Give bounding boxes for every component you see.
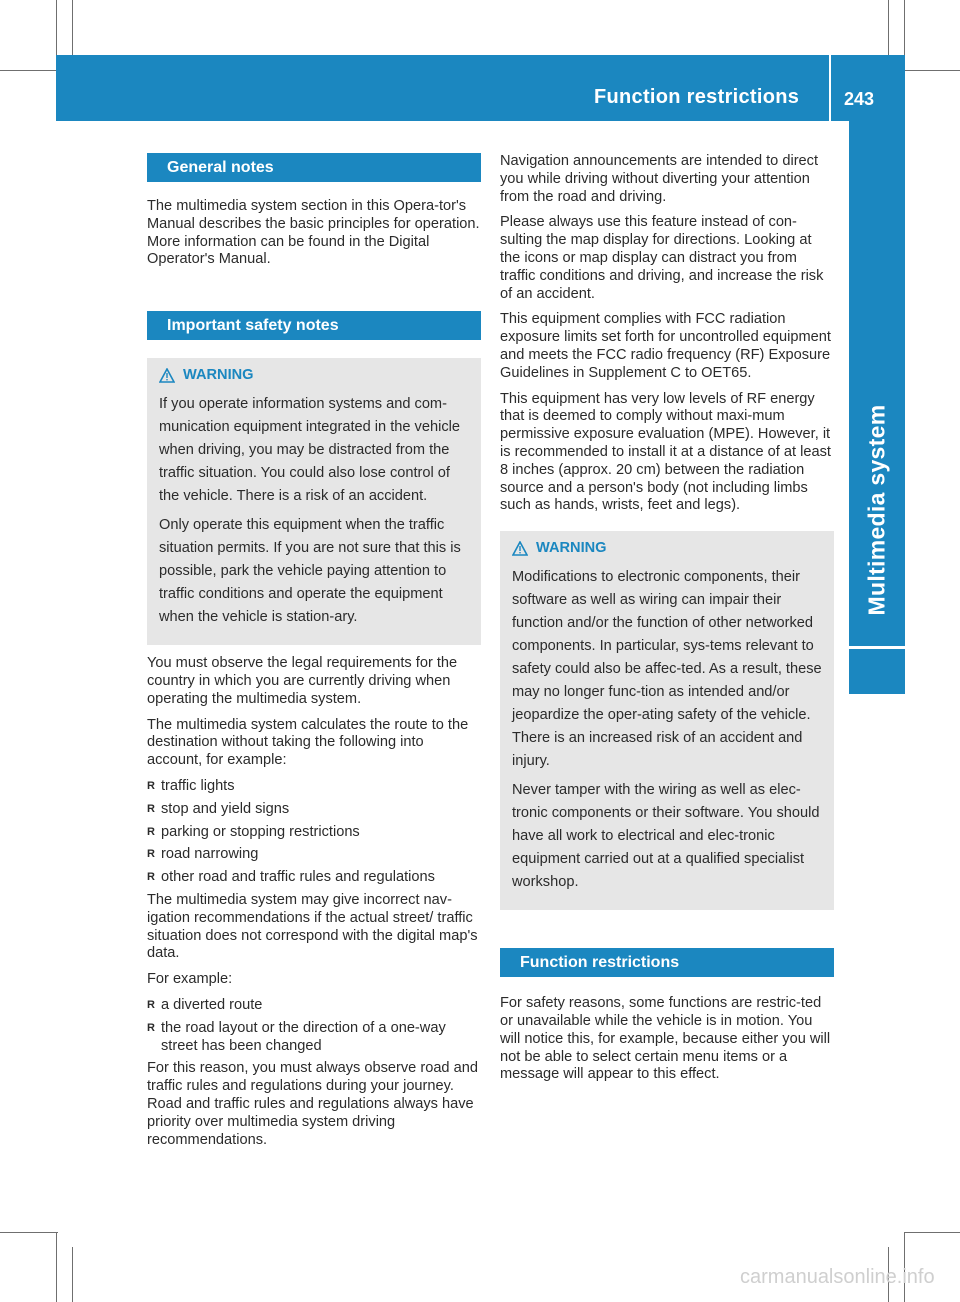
- list-item: R road narrowing: [147, 846, 481, 864]
- list-item: R parking or stopping restrictions: [147, 824, 481, 842]
- section-heading-function-restrictions: Function restrictions: [500, 948, 834, 977]
- body-paragraph: You must observe the legal requirements for the country in which you are currently driving when operating the multimedia system.: [147, 655, 458, 707]
- body-paragraph: This equipment complies with FCC radiation exposure limits set forth for uncontrolled equipment and meets the FCC radio frequency (RF) Exposure Guidelines in Supplement C to OET65.: [500, 311, 831, 381]
- warning-title: [512, 537, 822, 560]
- warning-text: If you operate information systems and com-munication equipment integrated in the vehicle when driving, you may be distracted from the traffic situation. You could also lose control of the vehicle. There is a risk of an accident.: [159, 396, 460, 505]
- body-paragraph: Please always use this feature instead of con-sulting the map display for directions. Looking at the icons or map display can distract you from traffic conditions and driving, and increase the risk of an accident.: [500, 214, 824, 302]
- crop-mark: [904, 0, 905, 56]
- crop-mark: [56, 0, 57, 56]
- crop-mark: [888, 0, 889, 56]
- warning-triangle-icon: [512, 541, 528, 556]
- warning-title-text: WARNING: [536, 540, 607, 557]
- body-paragraph: This equipment has very low levels of RF energy that is deemed to comply without maxi-mum permissive exposure evaluation (MPE). However, it is recommended to install it at a distance of at least 8 inches (approx. 20 cm) between the radiation source and a person's body (not including limbs such as hands, wrists, feet and legs).: [500, 390, 831, 514]
- crop-mark: [0, 70, 58, 71]
- crop-mark: [905, 70, 960, 71]
- warning-text: Never tamper with the wiring as well as elec-tronic components or their software. You should have all work to electrical and elec-tronic equipment carried out at a qualified specialist workshop.: [512, 782, 820, 891]
- function-restrictions-text: For safety reasons, some functions are restric-ted or unavailable while the vehicle is in motion. You will notice this, for example, because either you will not be able to select certain menu items or a message will appear to this effect.: [500, 995, 831, 1083]
- left-column: [147, 153, 481, 1157]
- header-separator: [829, 55, 831, 121]
- watermark: carmanualsonline.info: [740, 1266, 935, 1288]
- side-tab-marker: [849, 649, 905, 694]
- bullet-list: [147, 997, 481, 1055]
- crop-mark: [56, 1232, 57, 1302]
- warning-text: Modifications to electronic components, their software as well as wiring can impair their function and/or the function of other networked components. In particular, sys-tems relevant to safety could also be affec-ted. As a result, these may no longer func-tion as intended and/or jeopardize the oper-ating safety of the vehicle. There is an increased risk of an accident and injury.: [512, 569, 822, 770]
- crop-mark: [0, 1232, 58, 1233]
- crop-mark: [905, 1232, 960, 1233]
- list-item: R other road and traffic rules and regulations: [147, 869, 481, 887]
- running-header-title: Function restrictions: [594, 86, 800, 108]
- warning-box: [147, 358, 481, 645]
- body-paragraph: The multimedia system may give incorrect nav-igation recommendations if the actual street/ traffic situation does not correspond with the digital map's data.: [147, 891, 478, 962]
- body-paragraph: The multimedia system calculates the route to the destination without taking the following into account, for example:: [147, 716, 469, 769]
- body-paragraph: For this reason, you must always observe road and traffic rules and regulations during your journey. Road and traffic rules and regulations always have priority over multimedia system driving recommendations.: [147, 1060, 478, 1148]
- list-item: R the road layout or the direction of a one-way street has been changed: [147, 1020, 481, 1056]
- side-tab-label: Multimedia system: [863, 404, 890, 616]
- general-notes-text: The multimedia system section in this Opera-tor's Manual describes the basic principles for operation. More information can be found in the Digital Operator's Manual.: [147, 198, 480, 268]
- right-column: [500, 153, 834, 1092]
- crop-mark: [72, 1247, 73, 1302]
- warning-title: [159, 364, 469, 387]
- crop-mark: [72, 0, 73, 56]
- section-heading-general-notes: General notes: [147, 153, 481, 182]
- section-heading-important-safety: Important safety notes: [147, 311, 481, 340]
- page-number: 243: [844, 89, 875, 109]
- warning-text: Only operate this equipment when the traffic situation permits. If you are not sure that this is possible, park the vehicle paying attention to traffic conditions and operate the equipment when the vehicle is station-ary.: [159, 517, 461, 626]
- list-item: R traffic lights: [147, 778, 481, 796]
- list-item: R stop and yield signs: [147, 801, 481, 819]
- body-paragraph: Navigation announcements are intended to direct you while driving without diverting your attention from the road and driving.: [500, 153, 819, 205]
- body-paragraph: For example:: [147, 971, 233, 988]
- warning-box: [500, 531, 834, 910]
- warning-triangle-icon: [159, 368, 175, 383]
- bullet-list: [147, 778, 481, 887]
- list-item: R a diverted route: [147, 997, 481, 1015]
- warning-title-text: WARNING: [183, 367, 254, 384]
